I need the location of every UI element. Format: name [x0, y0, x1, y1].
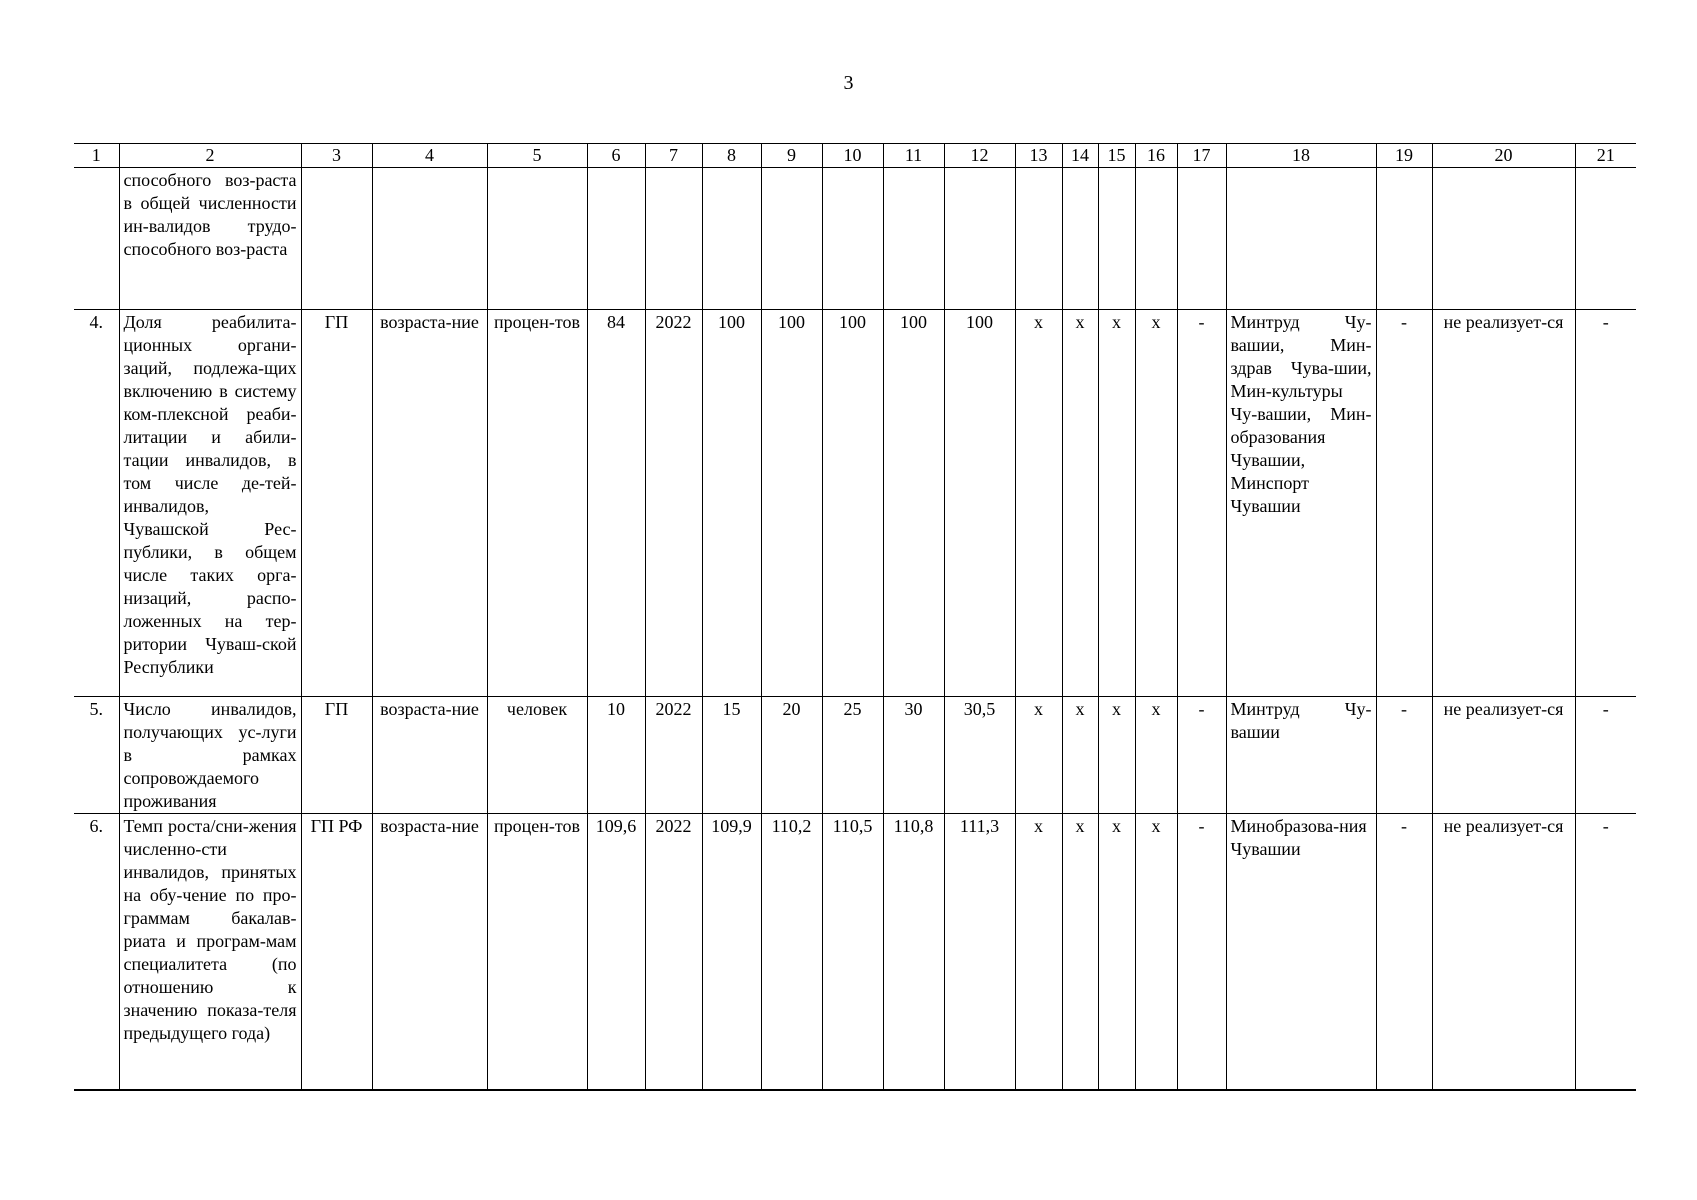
dash-cell: -	[1177, 697, 1226, 814]
table-row	[74, 168, 1636, 310]
value-cell: 20	[761, 697, 822, 814]
indicator-name-cell: Темп роста/сни-жения численно-сти инвалидов, принятых на обу-чение по про-граммам бакалав-риата и програм-мам специалитета (по отношению к значению показа-теля предыдущего года)	[119, 814, 301, 1091]
column-header: 19	[1376, 144, 1432, 168]
column-header: 2	[119, 144, 301, 168]
row-number-cell: 5.	[74, 697, 119, 814]
mark-cell	[1098, 168, 1135, 310]
base-year-cell: 2022	[645, 310, 702, 697]
column-header: 16	[1135, 144, 1177, 168]
value-cell	[883, 168, 944, 310]
base-year-cell	[645, 168, 702, 310]
base-value-cell: 109,6	[587, 814, 645, 1091]
status-cell	[1432, 168, 1575, 310]
dash-cell: -	[1177, 310, 1226, 697]
value-cell	[702, 168, 761, 310]
column-header: 15	[1098, 144, 1135, 168]
unit-cell: человек	[487, 697, 587, 814]
value-cell: 15	[702, 697, 761, 814]
column-header: 13	[1015, 144, 1062, 168]
status-cell: не реализует-ся	[1432, 310, 1575, 697]
mark-cell: x	[1098, 814, 1135, 1091]
column-header: 20	[1432, 144, 1575, 168]
mark-cell	[1062, 168, 1098, 310]
trend-cell	[372, 168, 487, 310]
column-header: 10	[822, 144, 883, 168]
dash-cell: -	[1376, 310, 1432, 697]
mark-cell: x	[1015, 814, 1062, 1091]
table-row	[74, 697, 1636, 814]
column-header: 14	[1062, 144, 1098, 168]
dash-cell: -	[1575, 697, 1636, 814]
column-header: 3	[301, 144, 372, 168]
value-cell: 111,3	[944, 814, 1015, 1091]
value-cell: 30,5	[944, 697, 1015, 814]
dash-cell	[1575, 168, 1636, 310]
column-header: 17	[1177, 144, 1226, 168]
mark-cell	[1015, 168, 1062, 310]
row-number-cell: 6.	[74, 814, 119, 1091]
row-number-cell	[74, 168, 119, 310]
value-cell: 109,9	[702, 814, 761, 1091]
dash-cell	[1376, 168, 1432, 310]
base-value-cell: 10	[587, 697, 645, 814]
mark-cell: x	[1098, 697, 1135, 814]
base-value-cell	[587, 168, 645, 310]
dash-cell	[1177, 168, 1226, 310]
table-row	[74, 814, 1636, 1091]
base-value-cell: 84	[587, 310, 645, 697]
responsible-cell	[1226, 168, 1376, 310]
indicator-name-cell: Доля реабилита-ционных органи-заций, подлежа-щих включению в систему ком-плексной реаби-литации и абили-тации инвалидов, в том числе де-тей-инвалидов, Чувашской Рес-публики, в общем числе таких орга-низаций, распо-ложенных на тер-ритории Чуваш-ской Республики	[119, 310, 301, 697]
level-cell: ГП РФ	[301, 814, 372, 1091]
responsible-cell: Минтруд Чу-вашии	[1226, 697, 1376, 814]
mark-cell: x	[1062, 814, 1098, 1091]
column-header: 6	[587, 144, 645, 168]
level-cell: ГП	[301, 697, 372, 814]
value-cell: 100	[944, 310, 1015, 697]
column-header: 5	[487, 144, 587, 168]
value-cell: 100	[883, 310, 944, 697]
value-cell: 110,2	[761, 814, 822, 1091]
dash-cell: -	[1575, 814, 1636, 1091]
page-number: 3	[843, 72, 854, 94]
column-header: 12	[944, 144, 1015, 168]
value-cell: 110,5	[822, 814, 883, 1091]
unit-cell: процен-тов	[487, 814, 587, 1091]
dash-cell: -	[1376, 697, 1432, 814]
mark-cell: x	[1098, 310, 1135, 697]
column-header: 11	[883, 144, 944, 168]
mark-cell: x	[1062, 697, 1098, 814]
responsible-cell: Минобразова-ния Чувашии	[1226, 814, 1376, 1091]
level-cell: ГП	[301, 310, 372, 697]
value-cell: 100	[702, 310, 761, 697]
value-cell: 100	[761, 310, 822, 697]
status-cell: не реализует-ся	[1432, 814, 1575, 1091]
mark-cell: x	[1015, 697, 1062, 814]
mark-cell	[1135, 168, 1177, 310]
mark-cell: x	[1015, 310, 1062, 697]
mark-cell: x	[1135, 814, 1177, 1091]
value-cell: 100	[822, 310, 883, 697]
status-cell: не реализует-ся	[1432, 697, 1575, 814]
responsible-cell: Минтруд Чу-вашии, Мин-здрав Чува-шии, Мин-культуры Чу-вашии, Мин-образования Чувашии, Минспорт Чувашии	[1226, 310, 1376, 697]
mark-cell: x	[1135, 310, 1177, 697]
indicator-name-cell: способного воз-раста в общей численности ин-валидов трудо-способного воз-раста	[119, 168, 301, 310]
level-cell	[301, 168, 372, 310]
base-year-cell: 2022	[645, 814, 702, 1091]
column-header: 21	[1575, 144, 1636, 168]
value-cell	[761, 168, 822, 310]
column-header: 7	[645, 144, 702, 168]
mark-cell: x	[1062, 310, 1098, 697]
value-cell: 25	[822, 697, 883, 814]
column-header: 18	[1226, 144, 1376, 168]
value-cell: 110,8	[883, 814, 944, 1091]
value-cell	[822, 168, 883, 310]
column-header: 4	[372, 144, 487, 168]
trend-cell: возраста-ние	[372, 697, 487, 814]
mark-cell: x	[1135, 697, 1177, 814]
unit-cell	[487, 168, 587, 310]
column-number-row	[74, 144, 1636, 168]
table-row	[74, 310, 1636, 697]
value-cell: 30	[883, 697, 944, 814]
column-header: 8	[702, 144, 761, 168]
indicators-table	[74, 143, 1636, 1091]
base-year-cell: 2022	[645, 697, 702, 814]
dash-cell: -	[1376, 814, 1432, 1091]
value-cell	[944, 168, 1015, 310]
column-header: 1	[74, 144, 119, 168]
row-number-cell: 4.	[74, 310, 119, 697]
unit-cell: процен-тов	[487, 310, 587, 697]
column-header: 9	[761, 144, 822, 168]
dash-cell: -	[1575, 310, 1636, 697]
indicator-name-cell: Число инвалидов, получающих ус-луги в рамках сопровождаемого проживания	[119, 697, 301, 814]
trend-cell: возраста-ние	[372, 814, 487, 1091]
dash-cell: -	[1177, 814, 1226, 1091]
trend-cell: возраста-ние	[372, 310, 487, 697]
